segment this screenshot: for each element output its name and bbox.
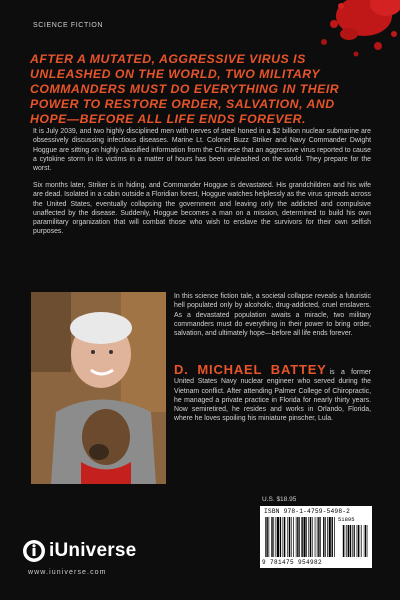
barcode-bars [263, 517, 369, 559]
publisher-name: iUniverse [49, 540, 137, 561]
publisher-logo [22, 538, 136, 564]
genre-label: SCIENCE FICTION [33, 22, 104, 29]
tagline: AFTER A MUTATED, AGGRESSIVE VIRUS IS UNLEASHED ON THE WORLD, TWO MILITARY COMMANDERS MUST DO EVERYTHING IN THEIR POWER TO RESTORE ORDER, SALVATION, AND HOPE—BEFORE ALL LIFE ENDS FOREVER. [30, 52, 340, 126]
barcode-ean: 9 781475 954982 [262, 559, 323, 566]
synopsis-paragraph-3: In this science fiction tale, a societal collapse reveals a futuristic hell populated only by alcoholic, drug-addicted, cruel enslavers. As a devastated population awaits a miracle, two military commanders must do everything in their power to bring order, salvation, and ultimately hope—before all life ends forever. [174, 293, 371, 338]
synopsis-paragraph-1: It is July 2039, and two highly disciplined men with nerves of steel honed in a $2 billion nuclear submarine are obsessively discussing infectious diseases. Marine Lt. Colonel Buzz Striker and Navy Commander Dwight Hoggue are sitting on highly classified information from the Chinese that an aggressive virus reported to cause a cytokine storm in its victims in a matter of hours has been unleashed on the world. They prepare for the worst. [33, 128, 371, 173]
author-bio-block [174, 362, 372, 424]
author-bio: is a former United States Navy nuclear engineer who served during the Vietnam conflict. After attending Palmer College of Chiropractic, he managed a private practice in Florida for nearly thirty years. Now semiretired, he resides and works in Orlando, Florida, where he loves spoiling his miniature pinscher, Lula. [174, 369, 372, 423]
barcode [260, 506, 372, 568]
author-photo [31, 292, 166, 484]
author-name: D. MICHAEL BATTEY [174, 362, 327, 377]
price: U.S. $18.95 [262, 496, 297, 503]
publisher-url: www.iuniverse.com [28, 569, 107, 576]
barcode-addon: 51895 [338, 516, 355, 523]
isbn: ISBN 978-1-4759-5498-2 [264, 508, 351, 515]
synopsis-paragraph-2: Six months later, Striker is in hiding, and Commander Hoggue is devastated. His grandchildren and his wife are dead. Isolated in a cabin outside a Floridian forest, Hoggue watches helplessly as the virus spreads across the United States, eventually collapsing the government and leaving only the addicted and compulsive unaffected by the disease. Suddenly, Hoggue becomes a man on a mission, determined to build his own paramilitary organization that will combat those who wish to enslave the survivors for their own selfish purposes. [33, 182, 371, 236]
iuniverse-logo-icon [22, 539, 46, 563]
